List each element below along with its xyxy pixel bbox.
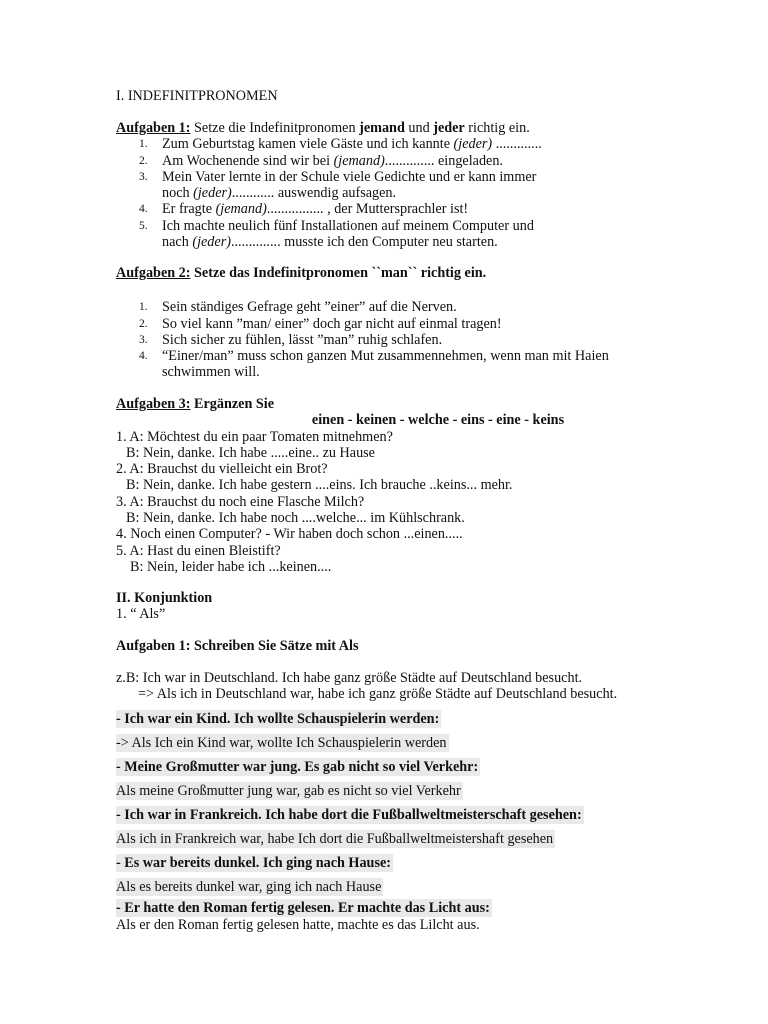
- item-hint: (jeder): [193, 185, 232, 202]
- task-1-word-jeder: jeder: [433, 120, 465, 136]
- prompt-text: - Ich war in Frankreich. Ich habe dort die Fußballweltmeisterschaft gesehen:: [116, 806, 582, 823]
- list-item: [116, 299, 736, 315]
- exercise-prompt: [116, 755, 736, 779]
- item-text: Sich sicher zu fühlen, lässt ”man” ruhig schlafen.: [162, 331, 443, 348]
- exercise-prompt: [116, 851, 736, 875]
- item-text: So viel kann ”man/ einer” doch gar nicht auf einmal tragen!: [162, 315, 502, 332]
- answer-text: Als er den Roman fertig gelesen hatte, machte es das Lilcht aus.: [116, 917, 480, 933]
- task-3-instr: Ergänzen Sie: [190, 396, 275, 412]
- exercise-line: 4. Noch einen Computer? - Wir haben doch schon ...einen.....: [116, 526, 463, 543]
- exercise-line: B: Nein, danke. Ich habe noch ....welche... im Kühlschrank.: [126, 510, 465, 527]
- list-item: [116, 316, 736, 332]
- answer-text: -> Als Ich ein Kind war, wollte Ich Schauspielerin werden: [116, 734, 447, 751]
- item-blank: .............. eingeladen.: [384, 152, 503, 169]
- task-3-instruction: [116, 396, 736, 412]
- task-3-label: Aufgaben 3:: [116, 396, 191, 412]
- section-2-heading: II. Konjunktion: [116, 590, 213, 606]
- example-answer: => Als ich in Deutschland war, habe ich ganz größe Städte auf Deutschland besucht.: [138, 686, 618, 703]
- item-number: 5.: [139, 219, 148, 232]
- task-2-list: [116, 299, 736, 380]
- item-hint: (jemand): [333, 152, 385, 169]
- exercise-line: 5. A: Hast du einen Bleistift?: [116, 542, 281, 559]
- item-text: Sein ständiges Gefrage geht ”einer” auf die Nerven.: [162, 299, 457, 316]
- item-number: 2.: [139, 154, 148, 167]
- item-text: “Einer/man” muss schon ganzen Mut zusammennehmen, wenn man mit Haien: [162, 348, 609, 365]
- exercise-answer: [116, 731, 736, 755]
- task-1-word-jemand: jemand: [359, 120, 405, 136]
- item-blank: ............ auswendig aufsagen.: [231, 185, 397, 202]
- item-number: 3.: [139, 333, 148, 346]
- task-2-label: Aufgaben 2:: [116, 265, 191, 281]
- item-blank: .............. musste ich den Computer neu starten.: [230, 234, 498, 251]
- item-number: 1.: [139, 301, 148, 314]
- exercise-answer: [116, 917, 736, 933]
- item-blank: ................ , der Muttersprachler ist!: [266, 201, 469, 218]
- task-1-instr-a: Setze die Indefinitpronomen: [190, 120, 360, 136]
- prompt-text: - Ich war ein Kind. Ich wollte Schauspielerin werden:: [116, 710, 440, 727]
- task-1-instruction: [116, 120, 736, 136]
- item-text: Er fragte: [162, 201, 216, 218]
- exercise-line: 3. A: Brauchst du noch eine Flasche Milch?: [116, 493, 365, 510]
- item-hint: (jeder): [192, 234, 231, 251]
- example-sentence: z.B: Ich war in Deutschland. Ich habe ganz größe Städte auf Deutschland besucht.: [116, 670, 583, 686]
- item-blank: .............: [492, 136, 542, 153]
- exercise-line: 1. A: Möchtest du ein paar Tomaten mitnehmen?: [116, 428, 393, 445]
- exercise-answer: [116, 875, 736, 899]
- answer-text: Als meine Großmutter jung war, gab es nicht so viel Verkehr: [116, 782, 461, 799]
- item-number: 4.: [139, 203, 148, 216]
- exercise-prompt: [116, 803, 736, 827]
- list-item: [116, 169, 736, 202]
- item-text: Mein Vater lernte in der Schule viele Gedichte und er kann immer: [162, 168, 537, 185]
- answer-text: Als es bereits dunkel war, ging ich nach Hause: [116, 878, 382, 895]
- section-2-task-title: Aufgaben 1: Schreiben Sie Sätze mit Als: [116, 638, 359, 654]
- list-item: [116, 348, 736, 381]
- word-bank: einen - keinen - welche - eins - eine - keins: [311, 412, 565, 429]
- task-1-instr-b: und: [404, 120, 434, 136]
- exercise-answer: [116, 779, 736, 803]
- task-1-instr-c: richtig ein.: [464, 120, 530, 136]
- example-block: [116, 670, 736, 703]
- prompt-text: - Er hatte den Roman fertig gelesen. Er machte das Licht aus:: [116, 899, 490, 916]
- section-2-block: [116, 590, 736, 623]
- task-2-instr: Setze das Indefinitpronomen ``man`` richtig ein.: [190, 265, 487, 281]
- item-text: schwimmen will.: [162, 364, 260, 381]
- exercise-line: 2. A: Brauchst du vielleicht ein Brot?: [116, 461, 328, 478]
- item-number: 3.: [139, 170, 148, 183]
- item-hint: (jeder): [453, 136, 493, 153]
- prompt-text: - Es war bereits dunkel. Ich ging nach Hause:: [116, 854, 391, 871]
- item-text: nach: [162, 234, 193, 251]
- section-1-heading: I. INDEFINITPRONOMEN: [116, 88, 278, 104]
- exercise-prompt: [116, 899, 736, 917]
- task-3-block: [116, 396, 736, 575]
- item-text: Am Wochenende sind wir bei: [162, 152, 334, 169]
- list-item: [116, 153, 736, 169]
- list-item: [116, 332, 736, 348]
- list-item: [116, 136, 736, 152]
- item-text: Zum Geburtstag kamen viele Gäste und ich kannte: [162, 136, 454, 153]
- task-1-label: Aufgaben 1:: [116, 120, 191, 136]
- exercise-line: B: Nein, leider habe ich ...keinen....: [130, 558, 332, 575]
- exercise-prompt: [116, 707, 736, 731]
- exercise-line: B: Nein, danke. Ich habe .....eine.. zu Hause: [126, 444, 375, 461]
- exercise-answer: [116, 827, 736, 851]
- section-2-subheading: 1. “ Als”: [116, 606, 166, 623]
- task-2-instruction: [116, 265, 736, 281]
- item-text: Ich machte neulich fünf Installationen auf meinem Computer und: [162, 217, 534, 234]
- task-2-block: [116, 265, 736, 381]
- list-item: [116, 201, 736, 217]
- item-number: 1.: [139, 138, 148, 151]
- exercise-pairs: [116, 707, 736, 933]
- list-item: [116, 218, 736, 251]
- answer-text: Als ich in Frankreich war, habe Ich dort die Fußballweltmeistershaft gesehen: [116, 830, 554, 847]
- item-number: 4.: [139, 350, 148, 363]
- item-hint: (jemand): [215, 201, 267, 218]
- task-1-block: [116, 120, 736, 250]
- item-text: noch: [162, 185, 194, 202]
- task-1-list: [116, 136, 736, 250]
- prompt-text: - Meine Großmutter war jung. Es gab nicht so viel Verkehr:: [116, 758, 479, 775]
- item-number: 2.: [139, 317, 148, 330]
- exercise-line: B: Nein, danke. Ich habe gestern ....eins. Ich brauche ..keins... mehr.: [126, 477, 513, 494]
